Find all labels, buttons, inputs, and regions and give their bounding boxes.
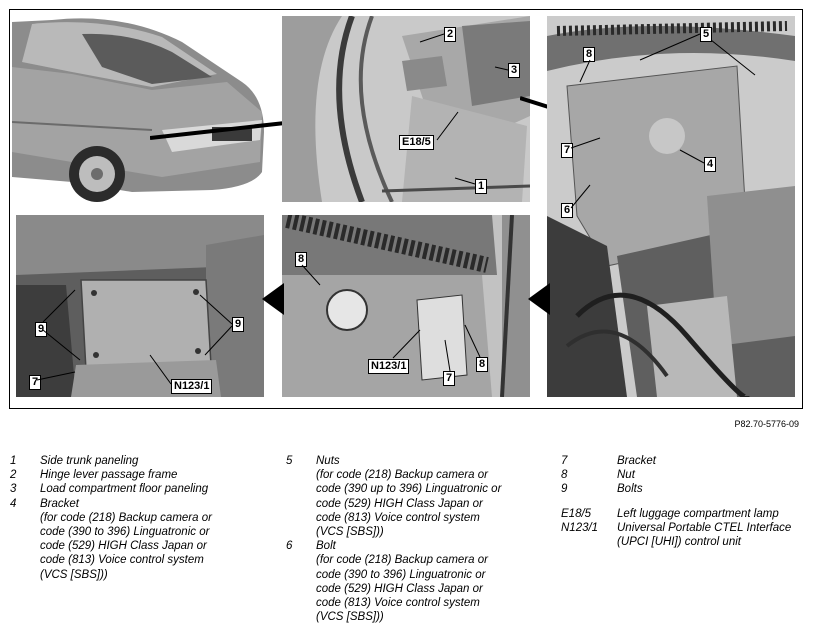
callout-1: 1 xyxy=(475,179,487,194)
legend-text: (for code (218) Backup camera or xyxy=(316,469,488,482)
legend-text: (for code (218) Backup camera or xyxy=(40,511,212,524)
legend-entry xyxy=(561,535,811,549)
legend-entry xyxy=(286,539,546,553)
legend-entry xyxy=(286,525,546,539)
legend-text: code (529) HIGH Class Japan or xyxy=(40,540,207,553)
callout-6: 6 xyxy=(561,203,573,218)
legend-text: (for code (218) Backup camera or xyxy=(316,554,488,567)
legend-number xyxy=(286,482,316,496)
legend-text: code (529) HIGH Class Japan or xyxy=(316,497,483,510)
bracket-overview-illustration xyxy=(547,16,795,397)
pointer-line xyxy=(150,105,290,145)
legend-entry xyxy=(286,468,546,482)
legend-text: Load compartment floor paneling xyxy=(40,483,209,496)
legend-spacer xyxy=(561,497,811,507)
legend-number xyxy=(10,539,40,553)
legend-column-3 xyxy=(561,454,811,549)
legend-entry xyxy=(561,468,811,482)
legend-number: 5 xyxy=(286,455,293,467)
legend-number xyxy=(10,511,40,525)
control-unit-illustration xyxy=(16,215,264,397)
legend-number xyxy=(10,525,40,539)
legend-number: 3 xyxy=(10,483,17,496)
legend-number xyxy=(10,568,40,582)
legend-text: code (390 to 396) Linguatronic or xyxy=(40,526,210,539)
arrow-left-icon xyxy=(528,283,550,315)
legend-text: (UPCI [UHI]) control unit xyxy=(617,536,741,549)
legend-entry xyxy=(561,507,811,521)
legend-number xyxy=(286,525,316,539)
panel-trunk-side xyxy=(282,16,530,202)
callout-4: 4 xyxy=(704,157,716,172)
trunk-side-illustration xyxy=(282,16,530,202)
legend-entry xyxy=(286,610,546,624)
panel-bracket-overview xyxy=(547,16,795,397)
legend-number: 1 xyxy=(10,455,17,467)
figure-reference-code: P82.70-5776-09 xyxy=(734,419,799,429)
legend-number xyxy=(286,497,316,511)
legend-entry xyxy=(286,454,546,468)
legend-entry xyxy=(561,454,811,468)
callout-7: 7 xyxy=(443,371,455,386)
callout-5: 5 xyxy=(700,27,712,42)
legend-entry xyxy=(10,468,270,482)
legend-number: 4 xyxy=(10,497,17,510)
legend-number xyxy=(286,511,316,525)
legend-column-2 xyxy=(286,454,546,624)
legend-number xyxy=(286,468,316,482)
legend-entry xyxy=(561,482,811,496)
legend-number xyxy=(286,553,316,567)
legend-text: Bolts xyxy=(617,483,643,496)
legend-column-1 xyxy=(10,454,270,582)
legend-number xyxy=(286,568,316,582)
legend-entry xyxy=(10,553,270,567)
callout-8: 8 xyxy=(583,47,595,62)
legend-text: Bolt xyxy=(316,540,336,553)
legend-entry xyxy=(10,482,270,496)
legend-entry xyxy=(561,521,811,535)
legend-text: Left luggage compartment lamp xyxy=(617,507,779,520)
legend-text: Hinge lever passage frame xyxy=(40,469,178,482)
legend-text: (VCS [SBS])) xyxy=(316,611,384,624)
panel-control-unit xyxy=(16,215,264,397)
legend-number: N123/1 xyxy=(561,521,599,534)
legend-entry xyxy=(10,497,270,511)
legend-text: Bracket xyxy=(40,497,79,510)
callout-7: 7 xyxy=(561,143,573,158)
legend-entry xyxy=(286,511,546,525)
legend-entry xyxy=(10,454,270,468)
legend-number xyxy=(286,582,316,596)
legend-entry xyxy=(286,568,546,582)
legend-entry xyxy=(10,525,270,539)
callout-e18-5: E18/5 xyxy=(399,135,434,150)
legend-entry xyxy=(286,596,546,610)
callout-9: 9 xyxy=(35,322,47,337)
legend-number xyxy=(561,535,617,549)
legend-text: code (813) Voice control system xyxy=(316,511,480,524)
legend-number xyxy=(10,553,40,567)
legend-entry xyxy=(286,582,546,596)
legend-entry xyxy=(286,553,546,567)
legend-number: 2 xyxy=(10,469,17,482)
callout-2: 2 xyxy=(444,27,456,42)
legend-text: Universal Portable CTEL Interface xyxy=(617,521,792,534)
legend-number: 9 xyxy=(561,483,568,496)
legend-text: code (813) Voice control system xyxy=(40,554,204,567)
legend-number: 7 xyxy=(561,455,568,467)
legend-text: Nut xyxy=(617,469,635,482)
legend-number xyxy=(286,596,316,610)
legend-entry xyxy=(10,511,270,525)
legend-text: code (390 up to 396) Linguatronic or xyxy=(316,483,502,496)
legend-number: 8 xyxy=(561,469,568,482)
legend-entry xyxy=(286,482,546,496)
legend-entry xyxy=(10,539,270,553)
callout-7: 7 xyxy=(29,375,41,390)
legend-text: (VCS [SBS])) xyxy=(316,526,384,539)
legend-text: code (390 to 396) Linguatronic or xyxy=(316,568,486,581)
legend-entry xyxy=(10,568,270,582)
callout-9: 9 xyxy=(232,317,244,332)
callout-n123-1: N123/1 xyxy=(171,379,212,394)
legend-text: Bracket xyxy=(617,455,656,467)
legend-text: Nuts xyxy=(316,455,340,467)
legend-number xyxy=(286,610,316,624)
legend-text: code (813) Voice control system xyxy=(316,597,480,610)
legend-text: Side trunk paneling xyxy=(40,455,139,467)
callout-8: 8 xyxy=(295,252,307,267)
callout-3: 3 xyxy=(508,63,520,78)
callout-8: 8 xyxy=(476,357,488,372)
legend-entry xyxy=(286,497,546,511)
legend-text: code (529) HIGH Class Japan or xyxy=(316,582,483,595)
callout-n123-1: N123/1 xyxy=(368,359,409,374)
legend-text: (VCS [SBS])) xyxy=(40,568,108,581)
legend-number: E18/5 xyxy=(561,507,592,520)
arrow-left-icon xyxy=(262,283,284,315)
legend-number: 6 xyxy=(286,540,293,553)
